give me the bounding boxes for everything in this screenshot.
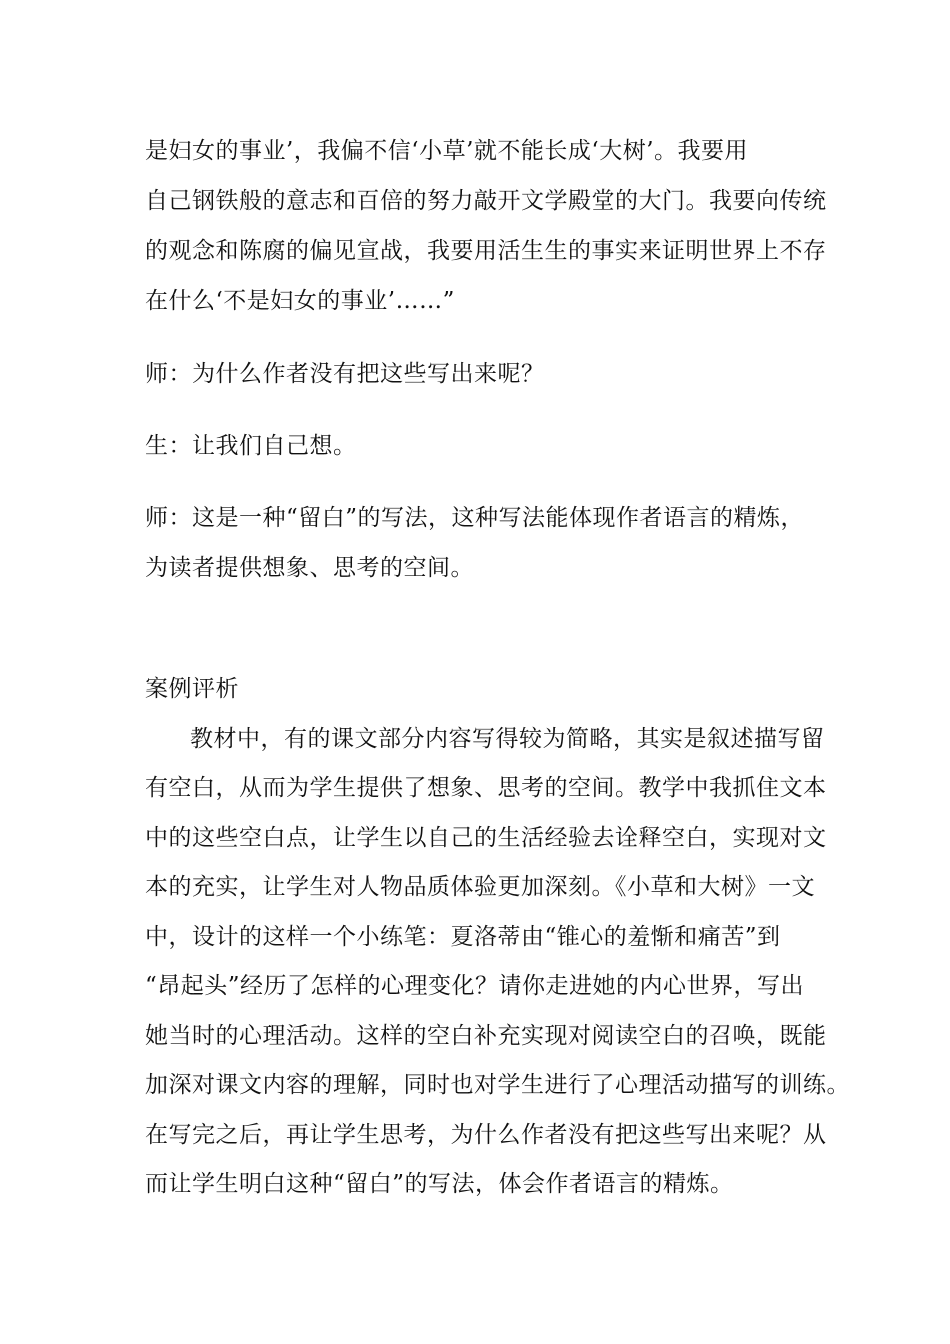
analysis-heading: 案例评析 [145, 676, 239, 702]
teacher-explanation-line: 为读者提供想象、思考的空间。 [145, 555, 474, 581]
student-answer: 生：让我们自己想。 [145, 433, 357, 459]
teacher-explanation-line: 师：这是一种“留白”的写法，这种写法能体现作者语言的精炼， [145, 505, 805, 531]
analysis-line: 在写完之后，再让学生思考，为什么作者没有把这些写出来呢？从 [145, 1122, 827, 1148]
quote-line: 自己钢铁般的意志和百倍的努力敲开文学殿堂的大门。我要向传统 [145, 188, 827, 214]
quote-line: 在什么‘不是妇女的事业’……” [145, 288, 455, 314]
quote-line: 的观念和陈腐的偏见宣战，我要用活生生的事实来证明世界上不存 [145, 238, 827, 264]
analysis-line: “昂起头”经历了怎样的心理变化？请你走进她的内心世界，写出 [145, 973, 805, 999]
analysis-line: 而让学生明白这种“留白”的写法，体会作者语言的精炼。 [145, 1171, 734, 1197]
analysis-line: 本的充实，让学生对人物品质体验更加深刻。《小草和大树》一文 [145, 874, 815, 900]
analysis-line: 她当时的心理活动。这样的空白补充实现对阅读空白的召唤，既能 [145, 1023, 827, 1049]
teacher-question: 师：为什么作者没有把这些写出来呢？ [145, 361, 545, 387]
quote-line: 是妇女的事业’，我偏不信‘小草’就不能长成‘大树’。我要用 [145, 138, 749, 164]
analysis-line: 有空白，从而为学生提供了想象、思考的空间。教学中我抓住文本 [145, 775, 827, 801]
analysis-line: 加深对课文内容的理解，同时也对学生进行了心理活动描写的训练。 [145, 1072, 850, 1098]
analysis-line: 中，设计的这样一个小练笔：夏洛蒂由“锥心的羞惭和痛苦”到 [145, 924, 781, 950]
analysis-line: 教材中，有的课文部分内容写得较为简略，其实是叙述描写留 [190, 726, 825, 752]
analysis-line: 中的这些空白点，让学生以自己的生活经验去诠释空白，实现对文 [145, 825, 827, 851]
